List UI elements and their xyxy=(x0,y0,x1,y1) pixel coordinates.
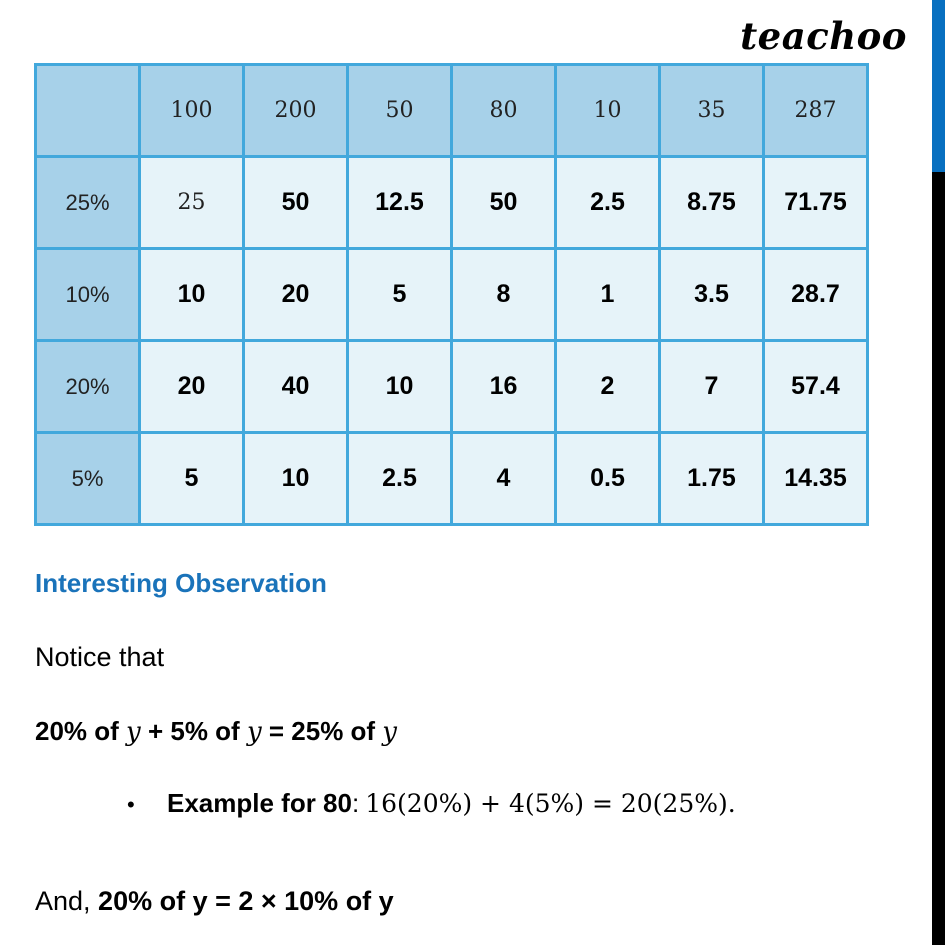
and-statement xyxy=(35,886,394,917)
example-bullet-item xyxy=(127,788,736,819)
table-row xyxy=(36,249,868,341)
and-equation: 20% of y = 2 × 10% of y xyxy=(98,886,394,916)
column-header: 200 xyxy=(244,65,348,157)
table-cell: 7 xyxy=(660,341,764,433)
table-cell: 71.75 xyxy=(764,157,868,249)
variable-y: y xyxy=(382,717,397,747)
row-label: 10% xyxy=(36,249,140,341)
table-cell: 8 xyxy=(452,249,556,341)
table-cell: 10 xyxy=(244,433,348,525)
side-accent-bar xyxy=(932,0,945,172)
column-header: 35 xyxy=(660,65,764,157)
example-label: Example for 80 xyxy=(167,788,352,818)
column-header: 80 xyxy=(452,65,556,157)
table-cell: 5 xyxy=(348,249,452,341)
side-dark-bar xyxy=(932,172,945,945)
column-header: 100 xyxy=(140,65,244,157)
column-header: 50 xyxy=(348,65,452,157)
row-label: 25% xyxy=(36,157,140,249)
table-cell: 2 xyxy=(556,341,660,433)
table-cell: 8.75 xyxy=(660,157,764,249)
table-cell: 1 xyxy=(556,249,660,341)
table-row xyxy=(36,157,868,249)
table-cell: 50 xyxy=(452,157,556,249)
teachoo-logo: teachoo xyxy=(740,14,907,58)
table-header-row xyxy=(36,65,868,157)
table-cell: 28.7 xyxy=(764,249,868,341)
table-cell: 25 xyxy=(140,157,244,249)
column-header: 10 xyxy=(556,65,660,157)
table-cell: 12.5 xyxy=(348,157,452,249)
variable-y: y xyxy=(246,717,262,747)
table-cell: 57.4 xyxy=(764,341,868,433)
table-cell: 40 xyxy=(244,341,348,433)
table-row xyxy=(36,433,868,525)
table-cell: 10 xyxy=(140,249,244,341)
table-cell: 14.35 xyxy=(764,433,868,525)
table-cell: 1.75 xyxy=(660,433,764,525)
bullet-icon: • xyxy=(127,792,135,817)
table-cell: 20 xyxy=(140,341,244,433)
identity-part: = 25% of xyxy=(261,716,383,746)
example-colon: : xyxy=(351,788,360,818)
table-cell: 3.5 xyxy=(660,249,764,341)
table-cell: 20 xyxy=(244,249,348,341)
identity-statement xyxy=(35,716,397,747)
table-row xyxy=(36,341,868,433)
column-header: 287 xyxy=(764,65,868,157)
section-heading: Interesting Observation xyxy=(35,568,327,598)
and-prefix: And, xyxy=(35,886,99,916)
variable-y: y xyxy=(126,717,141,747)
notice-text: Notice that xyxy=(35,642,165,672)
row-label: 5% xyxy=(36,433,140,525)
table-cell: 4 xyxy=(452,433,556,525)
table-cell: 50 xyxy=(244,157,348,249)
table-cell: 5 xyxy=(140,433,244,525)
row-label: 20% xyxy=(36,341,140,433)
table-cell: 2.5 xyxy=(556,157,660,249)
identity-part: 20% of xyxy=(35,716,127,746)
table-cell: 16 xyxy=(452,341,556,433)
table-cell: 2.5 xyxy=(348,433,452,525)
identity-part: + 5% of xyxy=(140,716,247,746)
table-cell: 0.5 xyxy=(556,433,660,525)
table-cell: 10 xyxy=(348,341,452,433)
corner-cell xyxy=(36,65,140,157)
percentage-table xyxy=(34,63,869,526)
example-equation: 16(20%) + 4(5%) = 20(25%). xyxy=(365,789,736,818)
